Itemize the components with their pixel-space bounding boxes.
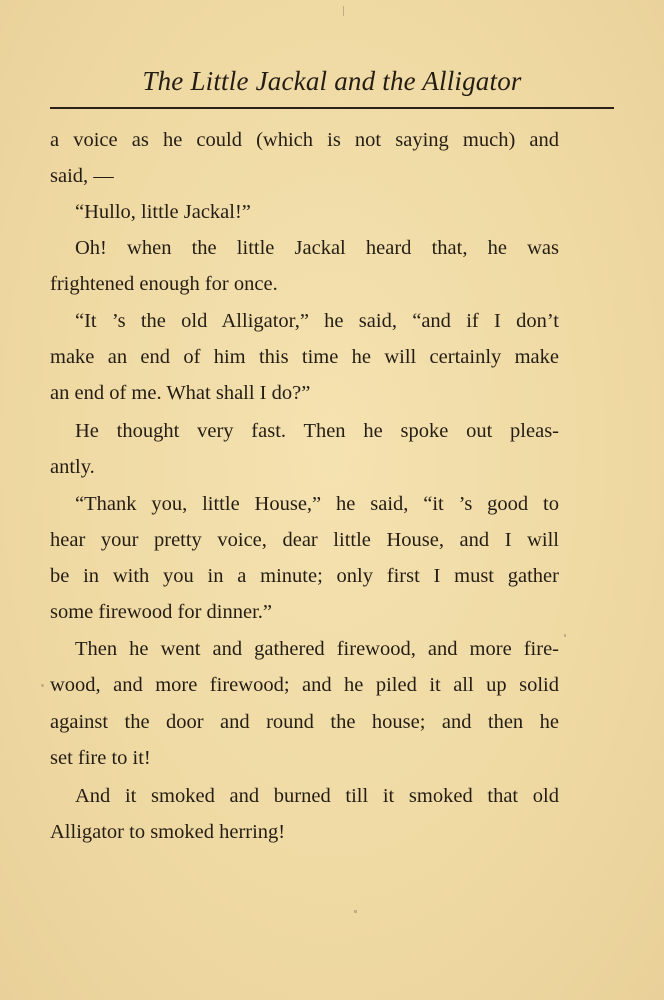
- page-speck: [354, 910, 357, 913]
- text-line: antly.: [50, 456, 95, 478]
- text-line: a voice as he could (which is not saying much) and: [50, 129, 559, 151]
- text-line: Then he went and gathered firewood, and more fire-: [75, 638, 559, 660]
- page-speck: [564, 634, 566, 637]
- text-line: said, —: [50, 165, 114, 187]
- text-line: “Hullo, little Jackal!”: [75, 201, 251, 223]
- text-line: “It ’s the old Alligator,” he said, “and if I don’t: [75, 310, 559, 332]
- text-line: Oh! when the little Jackal heard that, he was: [75, 237, 559, 259]
- text-line: hear your pretty voice, dear little House, and I will: [50, 529, 559, 551]
- text-line: He thought very fast. Then he spoke out pleas-: [75, 420, 559, 442]
- text-line: wood, and more firewood; and he piled it all up solid: [50, 674, 559, 696]
- running-head-title: The Little Jackal and the Alligator: [142, 66, 522, 96]
- text-line: And it smoked and burned till it smoked that old: [75, 785, 559, 807]
- text-line: some firewood for dinner.”: [50, 601, 273, 623]
- text-line: Alligator to smoked herring!: [50, 821, 286, 843]
- page-speck: [41, 684, 44, 687]
- page-speck: [343, 6, 344, 16]
- text-line: make an end of him this time he will certainly make: [50, 346, 559, 368]
- text-line: set fire to it!: [50, 747, 151, 769]
- text-line: frightened enough for once.: [50, 273, 278, 295]
- text-line: be in with you in a minute; only first I must gather: [50, 565, 559, 587]
- text-line: against the door and round the house; and then he: [50, 711, 559, 733]
- text-line: an end of me. What shall I do?”: [50, 382, 311, 404]
- header-rule: [50, 107, 614, 109]
- text-line: “Thank you, little House,” he said, “it ’s good to: [75, 493, 559, 515]
